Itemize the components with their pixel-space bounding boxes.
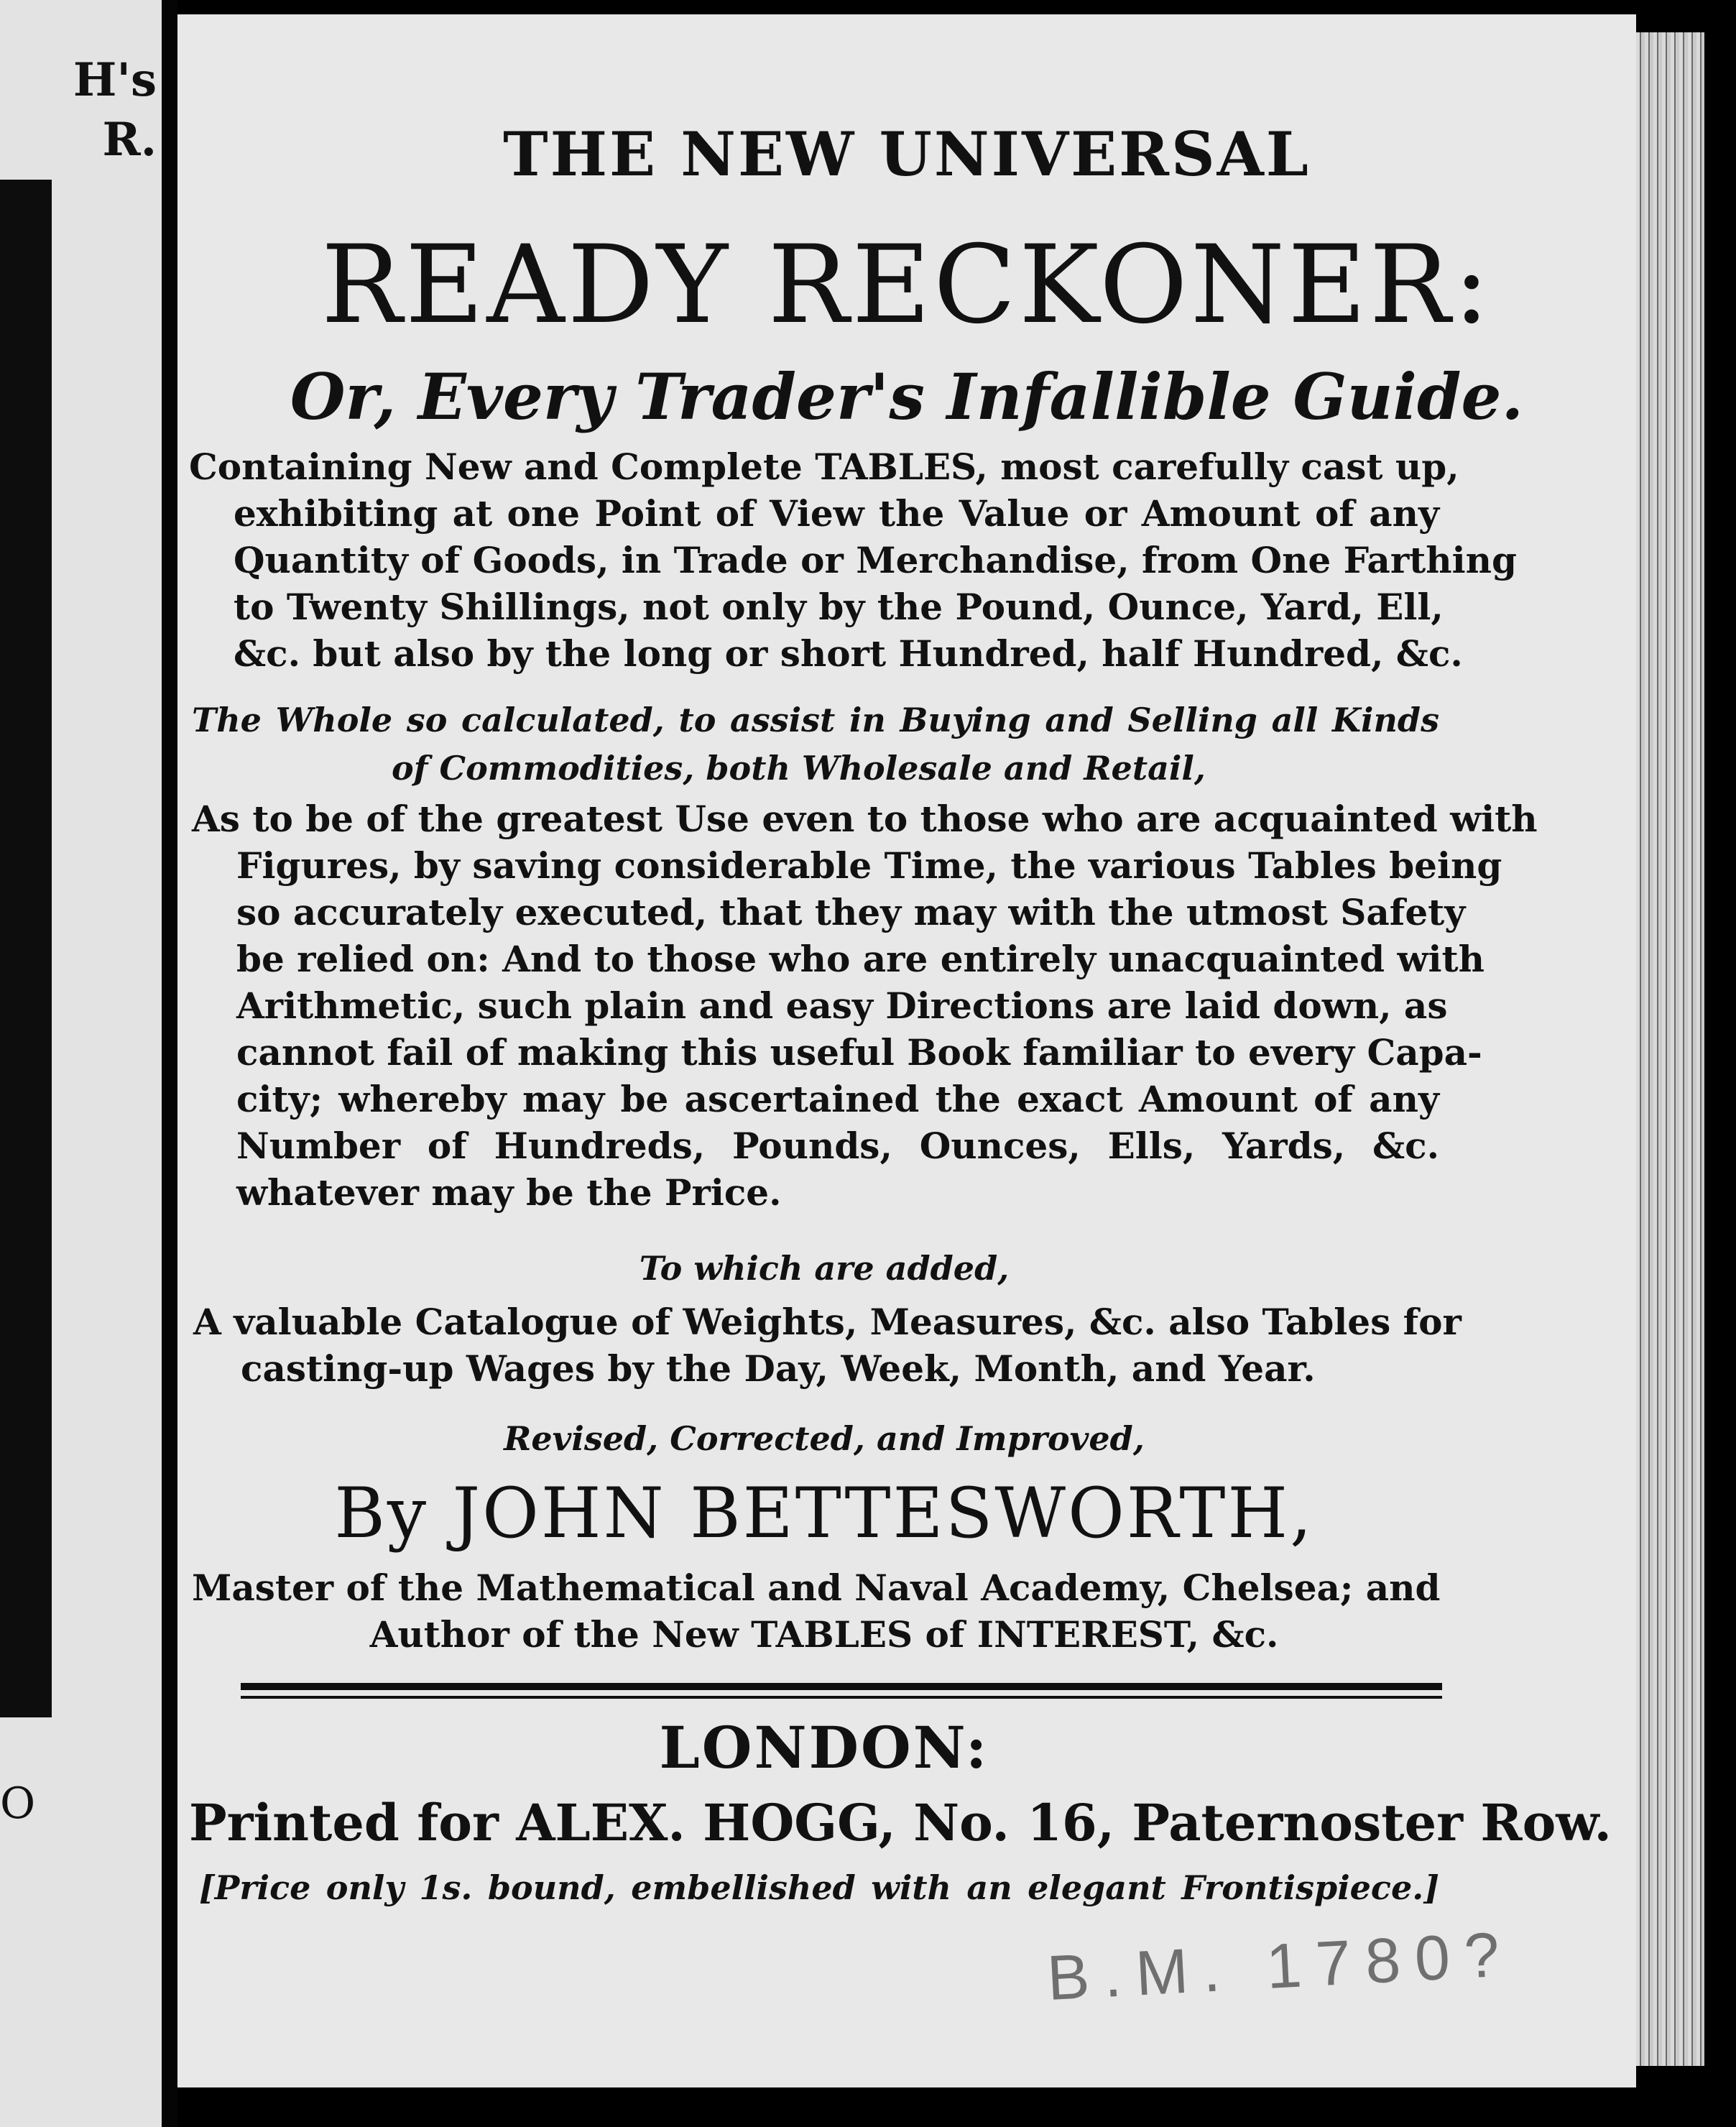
use-line: As to be of the greatest Use even to those who are acquainted with [192, 798, 1538, 840]
italic-line: of Commodities, both Wholesale and Retail, [392, 749, 1206, 788]
main-title: READY RECKONER: [320, 223, 1493, 348]
page-edges [1636, 32, 1704, 2066]
facing-page [0, 0, 162, 2127]
contents-line: Quantity of Goods, in Trade or Merchandise, from One Farthing [234, 539, 1517, 581]
author-credit: Master of the Mathematical and Naval Academy, Chelsea; and [192, 1567, 1441, 1609]
use-line: be relied on: And to those who are entirely unacquainted with [236, 938, 1485, 980]
contents-line: exhibiting at one Point of View the Value or Amount of any [234, 492, 1439, 535]
italic-line: The Whole so calculated, to assist in Buying and Selling all Kinds [192, 701, 1439, 739]
subtitle: Or, Every Trader's Infallible Guide. [290, 359, 1524, 434]
book-gutter [162, 0, 177, 2127]
author-credit: Author of the New TABLES of INTEREST, &c. [369, 1613, 1279, 1656]
top-title: THE NEW UNIVERSAL [503, 119, 1311, 190]
facing-page-mark: O [0, 1778, 36, 1829]
facing-page-header [6, 50, 157, 170]
use-line: Figures, by saving considerable Time, the various Tables being [236, 844, 1502, 887]
use-line: Number of Hundreds, Pounds, Ounces, Ells, Yards, &c. [236, 1125, 1439, 1167]
added-line: A valuable Catalogue of Weights, Measures, &c. also Tables for [193, 1301, 1462, 1343]
double-rule-top [241, 1683, 1442, 1690]
frontispiece-plate-edge [0, 180, 52, 1717]
title-page [177, 14, 1636, 2087]
price-note: [Price only 1s. bound, embellished with an elegant Frontispiece.] [199, 1868, 1439, 1907]
contents-line: to Twenty Shillings, not only by the Pound, Ounce, Yard, Ell, [234, 586, 1444, 628]
use-line: Arithmetic, such plain and easy Directions are laid down, as [236, 984, 1448, 1027]
use-line: cannot fail of making this useful Book familiar to every Capa- [236, 1031, 1482, 1074]
handwritten-note: B.M. 1780? [1045, 1918, 1516, 2013]
revised-note: Revised, Corrected, and Improved, [504, 1419, 1145, 1458]
author-line: By JOHN BETTESWORTH, [334, 1473, 1314, 1554]
facing-page-header-line: H's [73, 53, 157, 107]
use-line: so accurately executed, that they may with the utmost Safety [236, 891, 1466, 933]
added-line: casting-up Wages by the Day, Week, Month, and Year. [241, 1347, 1316, 1390]
double-rule-bottom [241, 1696, 1442, 1699]
contents-line: &c. but also by the long or short Hundred, half Hundred, &c. [234, 632, 1463, 675]
imprint-printer: Printed for ALEX. HOGG, No. 16, Paternoster Row. [189, 1793, 1612, 1853]
use-line: whatever may be the Price. [236, 1171, 782, 1214]
contents-line: Containing New and Complete TABLES, most carefully cast up, [189, 446, 1459, 488]
facing-page-header-line: R. [102, 113, 157, 167]
added-heading: To which are added, [639, 1249, 1010, 1288]
imprint-city: LONDON: [659, 1714, 989, 1781]
use-line: city; whereby may be ascertained the exact Amount of any [236, 1078, 1439, 1120]
